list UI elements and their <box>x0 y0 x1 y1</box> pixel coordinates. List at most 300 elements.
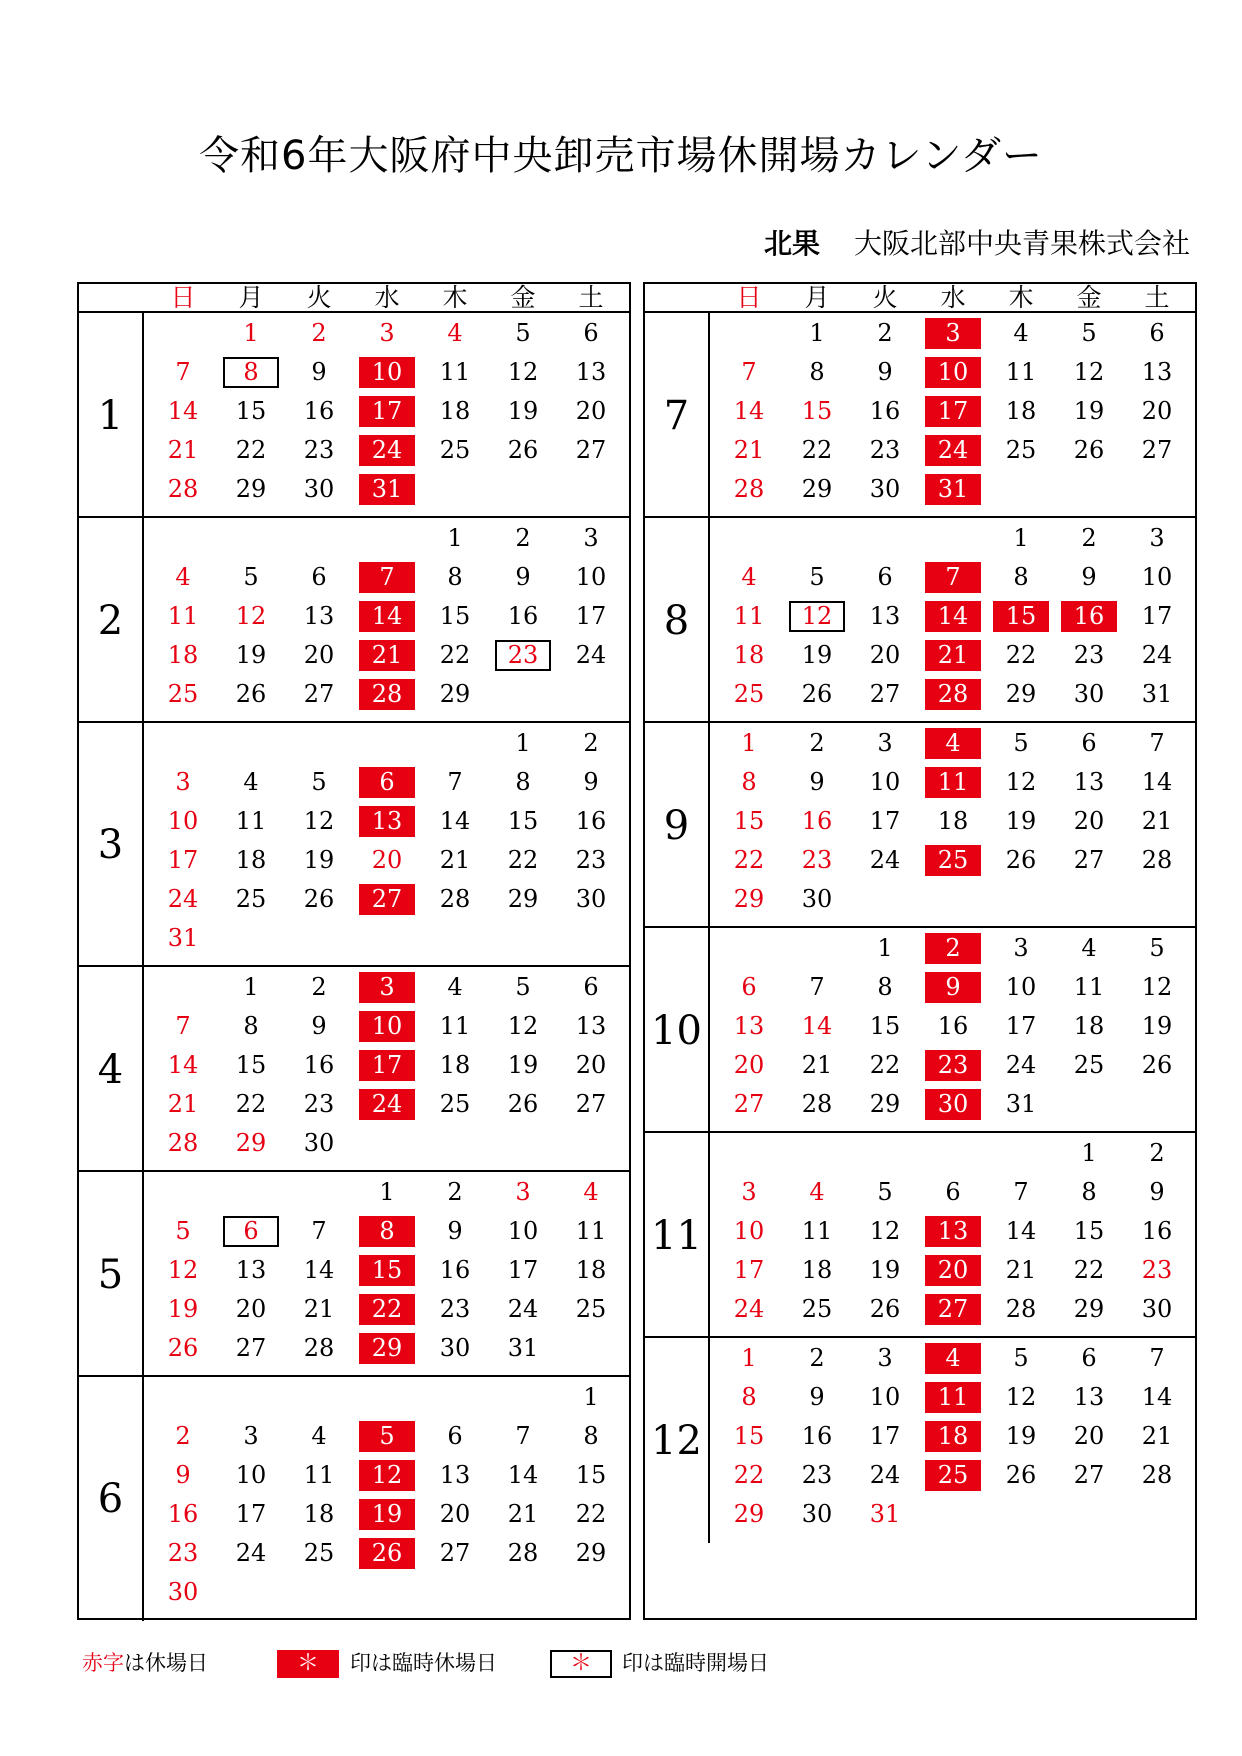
month-label: 1 <box>97 393 124 439</box>
day-cell: 21 <box>507 1500 539 1528</box>
weekday-label: 金 <box>510 283 536 312</box>
month-divider <box>142 723 144 965</box>
day-cell: 29 <box>801 475 833 503</box>
day-cell: 21 <box>167 436 199 464</box>
day-cell: 11 <box>733 602 765 630</box>
day-cell: 16 <box>575 807 607 835</box>
day-cell: 27 <box>1141 436 1173 464</box>
day-cell-open: 23 <box>495 640 551 671</box>
day-cell: 23 <box>439 1295 471 1323</box>
day-cell: 26 <box>801 680 833 708</box>
day-cell: 21 <box>1141 807 1173 835</box>
day-cell: 4 <box>311 1422 327 1450</box>
day-cell: 22 <box>235 436 267 464</box>
day-cell: 25 <box>167 680 199 708</box>
day-cell: 16 <box>937 1012 969 1040</box>
day-cell: 11 <box>1005 358 1037 386</box>
day-cell-closed: 14 <box>359 601 415 632</box>
day-cell: 21 <box>1141 1422 1173 1450</box>
day-cell-closed: 30 <box>925 1089 981 1120</box>
month-label: 5 <box>97 1252 124 1298</box>
day-cell: 9 <box>809 768 825 796</box>
day-cell: 11 <box>303 1461 335 1489</box>
day-cell: 22 <box>801 436 833 464</box>
day-cell: 15 <box>235 1051 267 1079</box>
day-cell: 25 <box>575 1295 607 1323</box>
day-cell: 19 <box>1005 1422 1037 1450</box>
day-cell: 10 <box>1141 563 1173 591</box>
day-cell: 25 <box>1073 1051 1105 1079</box>
day-cell-closed: 15 <box>993 601 1049 632</box>
day-cell: 8 <box>877 973 893 1001</box>
day-cell: 11 <box>801 1217 833 1245</box>
day-cell-closed: 26 <box>359 1538 415 1569</box>
day-cell: 2 <box>311 319 327 347</box>
month-divider <box>142 1172 144 1375</box>
day-cell: 20 <box>869 641 901 669</box>
day-cell: 15 <box>801 397 833 425</box>
day-cell: 10 <box>869 768 901 796</box>
day-cell-closed: 17 <box>359 396 415 427</box>
day-cell: 15 <box>507 807 539 835</box>
day-cell: 5 <box>1013 1344 1029 1372</box>
day-cell: 18 <box>937 807 969 835</box>
weekday-label: 月 <box>238 283 264 312</box>
day-cell: 26 <box>507 1090 539 1118</box>
day-cell: 30 <box>167 1578 199 1606</box>
day-cell: 4 <box>741 563 757 591</box>
day-cell: 31 <box>1141 680 1173 708</box>
day-cell: 8 <box>741 1383 757 1411</box>
day-cell: 10 <box>507 1217 539 1245</box>
month-block-7 <box>645 313 1195 518</box>
day-cell-closed: 17 <box>925 396 981 427</box>
market-short-name: 北果 <box>763 227 820 260</box>
day-cell: 17 <box>235 1500 267 1528</box>
day-cell: 25 <box>1005 436 1037 464</box>
day-cell: 5 <box>515 319 531 347</box>
day-cell-closed: 27 <box>359 884 415 915</box>
day-cell: 13 <box>1073 768 1105 796</box>
weekday-label: 木 <box>1008 283 1034 312</box>
day-cell: 30 <box>439 1334 471 1362</box>
day-cell: 7 <box>809 973 825 1001</box>
day-cell: 16 <box>507 602 539 630</box>
day-cell-closed: 28 <box>925 679 981 710</box>
day-cell: 25 <box>439 436 471 464</box>
day-cell: 15 <box>575 1461 607 1489</box>
day-cell-closed: 3 <box>925 318 981 349</box>
day-cell: 14 <box>167 1051 199 1079</box>
day-cell: 9 <box>311 1012 327 1040</box>
day-cell: 29 <box>733 1500 765 1528</box>
day-cell: 26 <box>507 436 539 464</box>
day-cell: 4 <box>809 1178 825 1206</box>
day-cell-closed: 5 <box>359 1421 415 1452</box>
day-cell: 20 <box>1073 1422 1105 1450</box>
day-cell: 13 <box>1141 358 1173 386</box>
month-block-4 <box>79 967 629 1172</box>
day-cell: 3 <box>175 768 191 796</box>
day-cell: 13 <box>733 1012 765 1040</box>
day-cell: 3 <box>877 729 893 757</box>
day-cell: 12 <box>303 807 335 835</box>
day-cell: 27 <box>575 436 607 464</box>
day-cell: 29 <box>869 1090 901 1118</box>
weekday-header <box>79 284 629 313</box>
day-cell: 6 <box>945 1178 961 1206</box>
day-cell: 5 <box>243 563 259 591</box>
day-cell: 30 <box>801 1500 833 1528</box>
day-cell: 27 <box>439 1539 471 1567</box>
day-cell: 7 <box>1149 1344 1165 1372</box>
day-cell: 8 <box>243 1012 259 1040</box>
legend-red-rest: は休場日 <box>124 1651 208 1675</box>
day-cell: 25 <box>235 885 267 913</box>
day-cell: 3 <box>1149 524 1165 552</box>
day-cell: 24 <box>575 641 607 669</box>
day-cell: 19 <box>1005 807 1037 835</box>
day-cell: 1 <box>1081 1139 1097 1167</box>
month-divider <box>708 928 710 1131</box>
day-cell: 4 <box>447 319 463 347</box>
day-cell: 17 <box>869 1422 901 1450</box>
day-cell: 30 <box>1141 1295 1173 1323</box>
day-cell: 8 <box>515 768 531 796</box>
day-cell: 10 <box>235 1461 267 1489</box>
day-cell: 17 <box>507 1256 539 1284</box>
day-cell: 17 <box>869 807 901 835</box>
day-cell-closed: 18 <box>925 1421 981 1452</box>
legend-red-word: 赤字 <box>82 1651 124 1675</box>
day-cell: 19 <box>235 641 267 669</box>
day-cell: 12 <box>167 1256 199 1284</box>
day-cell: 1 <box>379 1178 395 1206</box>
day-cell: 5 <box>809 563 825 591</box>
day-cell: 12 <box>1073 358 1105 386</box>
day-cell: 16 <box>303 397 335 425</box>
day-cell: 27 <box>235 1334 267 1362</box>
day-cell: 18 <box>439 1051 471 1079</box>
day-cell: 13 <box>575 358 607 386</box>
day-cell: 24 <box>1005 1051 1037 1079</box>
day-cell-closed: 22 <box>359 1294 415 1325</box>
day-cell: 26 <box>1141 1051 1173 1079</box>
day-cell-open: 12 <box>789 601 845 632</box>
day-cell: 29 <box>439 680 471 708</box>
day-cell: 6 <box>1081 1344 1097 1372</box>
weekday-label: 日 <box>170 283 196 312</box>
day-cell: 17 <box>575 602 607 630</box>
day-cell-closed: 23 <box>925 1050 981 1081</box>
day-cell: 22 <box>869 1051 901 1079</box>
day-cell: 1 <box>741 1344 757 1372</box>
day-cell: 11 <box>439 1012 471 1040</box>
day-cell: 7 <box>741 358 757 386</box>
day-cell: 6 <box>1149 319 1165 347</box>
day-cell: 20 <box>1073 807 1105 835</box>
day-cell-closed: 19 <box>359 1499 415 1530</box>
month-divider <box>708 313 710 516</box>
weekday-label: 木 <box>442 283 468 312</box>
day-cell: 29 <box>507 885 539 913</box>
day-cell: 15 <box>439 602 471 630</box>
day-cell: 9 <box>809 1383 825 1411</box>
day-cell: 12 <box>1141 973 1173 1001</box>
day-cell: 22 <box>507 846 539 874</box>
day-cell: 31 <box>1005 1090 1037 1118</box>
day-cell-closed: 13 <box>925 1216 981 1247</box>
day-cell: 20 <box>303 641 335 669</box>
day-cell-closed: 24 <box>359 1089 415 1120</box>
day-cell-closed: 25 <box>925 1460 981 1491</box>
day-cell: 27 <box>733 1090 765 1118</box>
day-cell: 6 <box>447 1422 463 1450</box>
day-cell: 16 <box>1141 1217 1173 1245</box>
company-name: 大阪北部中央青果株式会社 <box>853 227 1190 260</box>
day-cell: 12 <box>869 1217 901 1245</box>
day-cell: 6 <box>877 563 893 591</box>
day-cell: 29 <box>575 1539 607 1567</box>
day-cell: 5 <box>1081 319 1097 347</box>
day-cell: 2 <box>583 729 599 757</box>
day-cell-closed: 21 <box>925 640 981 671</box>
day-cell-closed: 29 <box>359 1333 415 1364</box>
day-cell: 2 <box>1149 1139 1165 1167</box>
day-cell: 20 <box>235 1295 267 1323</box>
day-cell: 7 <box>175 1012 191 1040</box>
day-cell-closed: 24 <box>359 435 415 466</box>
day-cell: 21 <box>439 846 471 874</box>
day-cell: 29 <box>1005 680 1037 708</box>
month-block-2 <box>79 518 629 723</box>
day-cell: 22 <box>733 846 765 874</box>
day-cell: 5 <box>1013 729 1029 757</box>
day-cell: 22 <box>1073 1256 1105 1284</box>
day-cell: 5 <box>877 1178 893 1206</box>
day-cell: 18 <box>1005 397 1037 425</box>
day-cell-closed: 17 <box>359 1050 415 1081</box>
day-cell: 4 <box>583 1178 599 1206</box>
weekday-label: 土 <box>1144 283 1170 312</box>
legend-closed-text: 印は臨時休場日 <box>350 1651 497 1675</box>
day-cell: 16 <box>167 1500 199 1528</box>
day-cell: 1 <box>243 319 259 347</box>
month-block-1 <box>79 313 629 518</box>
day-cell: 25 <box>733 680 765 708</box>
day-cell: 12 <box>1005 1383 1037 1411</box>
day-cell: 10 <box>869 1383 901 1411</box>
day-cell: 23 <box>303 1090 335 1118</box>
day-cell: 19 <box>1073 397 1105 425</box>
day-cell: 14 <box>303 1256 335 1284</box>
day-cell: 27 <box>1073 846 1105 874</box>
month-label: 6 <box>97 1476 124 1522</box>
day-cell: 27 <box>869 680 901 708</box>
day-cell: 21 <box>801 1051 833 1079</box>
day-cell-open: 8 <box>223 357 279 388</box>
day-cell: 15 <box>869 1012 901 1040</box>
day-cell: 28 <box>801 1090 833 1118</box>
day-cell-closed: 7 <box>925 562 981 593</box>
day-cell: 3 <box>741 1178 757 1206</box>
day-cell: 8 <box>1081 1178 1097 1206</box>
day-cell: 8 <box>1013 563 1029 591</box>
day-cell: 9 <box>311 358 327 386</box>
day-cell-closed: 31 <box>359 474 415 505</box>
day-cell: 22 <box>733 1461 765 1489</box>
day-cell: 10 <box>733 1217 765 1245</box>
day-cell: 14 <box>1005 1217 1037 1245</box>
day-cell: 20 <box>1141 397 1173 425</box>
day-cell: 24 <box>1141 641 1173 669</box>
day-cell: 12 <box>1005 768 1037 796</box>
day-cell: 11 <box>167 602 199 630</box>
day-cell: 20 <box>439 1500 471 1528</box>
day-cell: 18 <box>801 1256 833 1284</box>
day-cell: 10 <box>575 563 607 591</box>
legend-open-text: 印は臨時開場日 <box>622 1651 769 1675</box>
day-cell: 2 <box>809 1344 825 1372</box>
day-cell: 2 <box>1081 524 1097 552</box>
day-cell: 5 <box>1149 934 1165 962</box>
day-cell: 10 <box>1005 973 1037 1001</box>
day-cell: 12 <box>507 1012 539 1040</box>
day-cell: 19 <box>303 846 335 874</box>
day-cell: 13 <box>1073 1383 1105 1411</box>
day-cell: 15 <box>733 807 765 835</box>
day-cell: 19 <box>167 1295 199 1323</box>
day-cell: 24 <box>235 1539 267 1567</box>
day-cell-closed: 10 <box>359 1011 415 1042</box>
day-cell: 21 <box>733 436 765 464</box>
day-cell: 29 <box>235 1129 267 1157</box>
day-cell: 14 <box>439 807 471 835</box>
day-cell: 19 <box>1141 1012 1173 1040</box>
day-cell: 3 <box>515 1178 531 1206</box>
day-cell: 14 <box>1141 1383 1173 1411</box>
day-cell: 17 <box>1141 602 1173 630</box>
day-cell: 22 <box>575 1500 607 1528</box>
month-block-6 <box>79 1377 629 1621</box>
day-cell: 26 <box>1005 1461 1037 1489</box>
day-cell-closed: 20 <box>925 1255 981 1286</box>
day-cell: 18 <box>439 397 471 425</box>
day-cell: 16 <box>439 1256 471 1284</box>
month-block-10 <box>645 928 1195 1133</box>
day-cell: 23 <box>1141 1256 1173 1284</box>
day-cell: 16 <box>869 397 901 425</box>
day-cell-closed: 8 <box>359 1216 415 1247</box>
day-cell-closed: 14 <box>925 601 981 632</box>
day-cell: 12 <box>507 358 539 386</box>
day-cell: 3 <box>1013 934 1029 962</box>
month-divider <box>708 723 710 926</box>
day-cell: 3 <box>583 524 599 552</box>
month-divider <box>708 1133 710 1336</box>
day-cell: 26 <box>235 680 267 708</box>
day-cell: 30 <box>1073 680 1105 708</box>
day-cell: 20 <box>575 1051 607 1079</box>
month-label: 8 <box>663 598 690 644</box>
day-cell: 13 <box>303 602 335 630</box>
day-cell: 28 <box>439 885 471 913</box>
day-cell: 23 <box>801 846 833 874</box>
day-cell: 27 <box>303 680 335 708</box>
day-cell: 4 <box>447 973 463 1001</box>
month-block-11 <box>645 1133 1195 1338</box>
day-cell: 10 <box>167 807 199 835</box>
month-label: 2 <box>97 598 124 644</box>
day-cell-open: 6 <box>223 1216 279 1247</box>
day-cell: 22 <box>1005 641 1037 669</box>
day-cell: 18 <box>575 1256 607 1284</box>
day-cell: 4 <box>1013 319 1029 347</box>
day-cell: 18 <box>733 641 765 669</box>
day-cell: 17 <box>167 846 199 874</box>
day-cell: 8 <box>809 358 825 386</box>
day-cell: 9 <box>1081 563 1097 591</box>
day-cell: 23 <box>869 436 901 464</box>
day-cell: 14 <box>507 1461 539 1489</box>
day-cell: 9 <box>175 1461 191 1489</box>
day-cell: 9 <box>583 768 599 796</box>
market-subtitle <box>764 222 1190 262</box>
day-cell: 2 <box>447 1178 463 1206</box>
legend-open-swatch: ＊ <box>550 1650 612 1678</box>
day-cell: 2 <box>311 973 327 1001</box>
day-cell: 29 <box>1073 1295 1105 1323</box>
day-cell: 21 <box>167 1090 199 1118</box>
day-cell: 22 <box>439 641 471 669</box>
day-cell: 30 <box>801 885 833 913</box>
weekday-label: 水 <box>374 283 400 312</box>
day-cell: 9 <box>515 563 531 591</box>
day-cell: 23 <box>303 436 335 464</box>
month-block-12 <box>645 1338 1195 1543</box>
day-cell: 7 <box>1149 729 1165 757</box>
day-cell-closed: 25 <box>925 845 981 876</box>
weekday-label: 月 <box>804 283 830 312</box>
day-cell: 24 <box>869 1461 901 1489</box>
day-cell: 14 <box>733 397 765 425</box>
month-block-3 <box>79 723 629 967</box>
day-cell: 21 <box>303 1295 335 1323</box>
day-cell-closed: 16 <box>1061 601 1117 632</box>
day-cell-closed: 6 <box>359 767 415 798</box>
day-cell: 1 <box>809 319 825 347</box>
day-cell: 20 <box>733 1051 765 1079</box>
day-cell: 26 <box>869 1295 901 1323</box>
day-cell-closed: 10 <box>359 357 415 388</box>
day-cell-closed: 4 <box>925 1343 981 1374</box>
day-cell: 22 <box>235 1090 267 1118</box>
day-cell: 28 <box>1005 1295 1037 1323</box>
day-cell: 20 <box>371 846 403 874</box>
day-cell: 3 <box>877 1344 893 1372</box>
day-cell: 5 <box>311 768 327 796</box>
day-cell-closed: 3 <box>359 972 415 1003</box>
day-cell: 26 <box>303 885 335 913</box>
day-cell-closed: 11 <box>925 1382 981 1413</box>
weekday-label: 火 <box>872 283 898 312</box>
legend-closed-swatch: ＊ <box>277 1650 339 1678</box>
month-label: 3 <box>97 822 124 868</box>
day-cell: 8 <box>447 563 463 591</box>
day-cell: 15 <box>1073 1217 1105 1245</box>
day-cell: 2 <box>877 319 893 347</box>
day-cell: 6 <box>311 563 327 591</box>
